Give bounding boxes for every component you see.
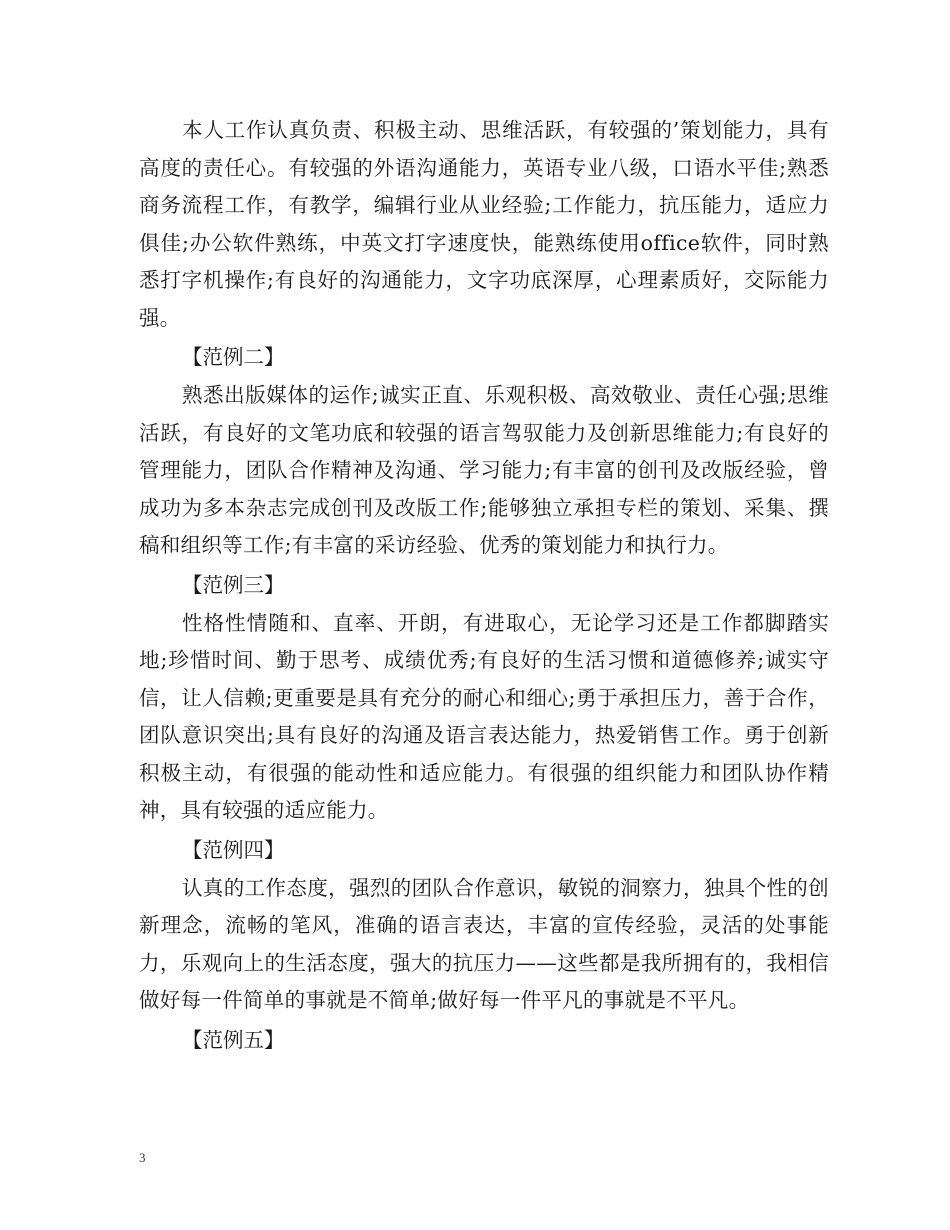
page-number: 3 xyxy=(139,1150,146,1165)
document-body xyxy=(139,112,829,1060)
heading-example-5: 【范例五】 xyxy=(182,1027,285,1052)
heading-example-2: 【范例二】 xyxy=(182,345,285,369)
paragraph-example-4: 认真的工作态度，强烈的团队合作意识，敏锐的洞察力，独具个性的创新理念，流畅的笔风，准确的语言表达，丰富的宣传经验，灵活的处事能力，乐观向上的生活态度，强大的抗压力——这些都是我所拥有的，我相信做好每一件简单的事就是不简单;做好每一件平凡的事就是不平凡。 xyxy=(139,875,829,1012)
paragraph-example-2: 熟悉出版媒体的运作;诚实正直、乐观积极、高效敬业、责任心强;思维活跃，有良好的文笔功底和较强的语言驾驭能力及创新思维能力;有良好的管理能力，团队合作精神及沟通、学习能力;有丰富的创刊及改版经验，曾成功为多本杂志完成创刊及改版工作;能够独立承担专栏的策划、采集、撰稿和组织等工作;有丰富的采访经验、优秀的策划能力和执行力。 xyxy=(139,383,829,557)
heading-example-3: 【范例三】 xyxy=(182,572,285,597)
heading-example-4: 【范例四】 xyxy=(182,837,285,862)
paragraph-example-3: 性格性情随和、直率、开朗，有进取心，无论学习还是工作都脚踏实地;珍惜时间、勤于思考、成绩优秀;有良好的生活习惯和道德修养;诚实守信，让人信赖;更重要是具有充分的耐心和细心;勇于承担压力，善于合作，团队意识突出;具有良好的沟通及语言表达能力，热爱销售工作。勇于创新积极主动，有很强的能动性和适应能力。有很强的组织能力和团队协作精神，具有较强的适应能力。 xyxy=(139,610,829,822)
paragraph-intro: 本人工作认真负责、积极主动、思维活跃，有较强的’策划能力，具有高度的责任心。有较强的外语沟通能力，英语专业八级，口语水平佳;熟悉商务流程工作，有教学，编辑行业从业经验;工作能力，抗压能力，适应力俱佳;办公软件熟练，中英文打字速度快，能熟练使用office软件，同时熟悉打字机操作;有良好的沟通能力，文字功底深厚，心理素质好，交际能力强。 xyxy=(139,118,829,330)
